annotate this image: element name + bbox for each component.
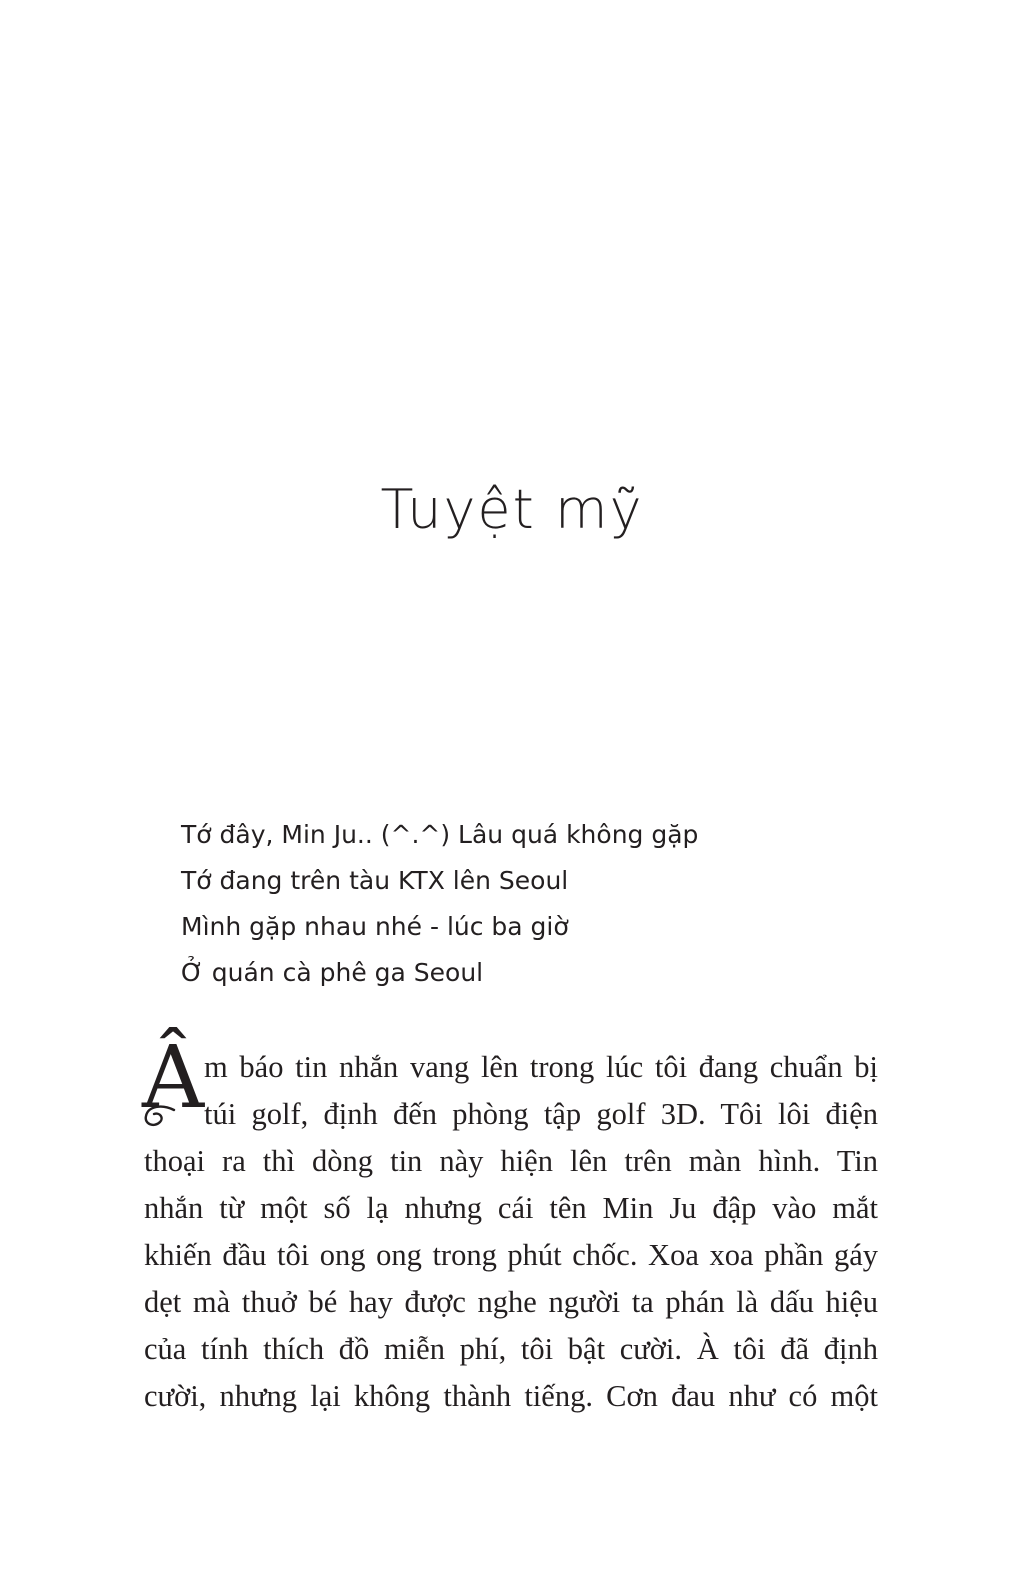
body-line: thoại ra thì dòng tin này hiện lên trên màn hình. Tin <box>144 1144 878 1178</box>
chapter-title: Tuyệt mỹ <box>380 478 644 541</box>
message-line: Tớ đây, Min Ju.. (^.^) Lâu quá không gặp <box>181 820 699 849</box>
body-line: túi golf, định đến phòng tập golf 3D. Tôi lôi điện <box>204 1097 878 1131</box>
message-line: Tớ đang trên tàu KTX lên Seoul <box>181 866 569 895</box>
drop-cap-letter: Â <box>141 1028 205 1128</box>
message-line: Mình gặp nhau nhé - lúc ba giờ <box>181 912 569 941</box>
body-line: của tính thích đồ miễn phí, tôi bật cười. À tôi đã định <box>144 1332 878 1366</box>
message-line: Ở quán cà phê ga Seoul <box>181 958 484 987</box>
text-message-block <box>181 812 881 996</box>
body-line: nhắn từ một số lạ nhưng cái tên Min Ju đập vào mắt <box>144 1191 878 1225</box>
body-line: cười, nhưng lại không thành tiếng. Cơn đau như có một <box>144 1379 878 1413</box>
body-line: m báo tin nhắn vang lên trong lúc tôi đang chuẩn bị <box>204 1050 878 1084</box>
body-paragraph <box>144 1044 878 1420</box>
body-line: khiến đầu tôi ong ong trong phút chốc. Xoa xoa phần gáy <box>144 1238 878 1272</box>
body-line: dẹt mà thuở bé hay được nghe người ta phán là dấu hiệu <box>144 1285 878 1319</box>
